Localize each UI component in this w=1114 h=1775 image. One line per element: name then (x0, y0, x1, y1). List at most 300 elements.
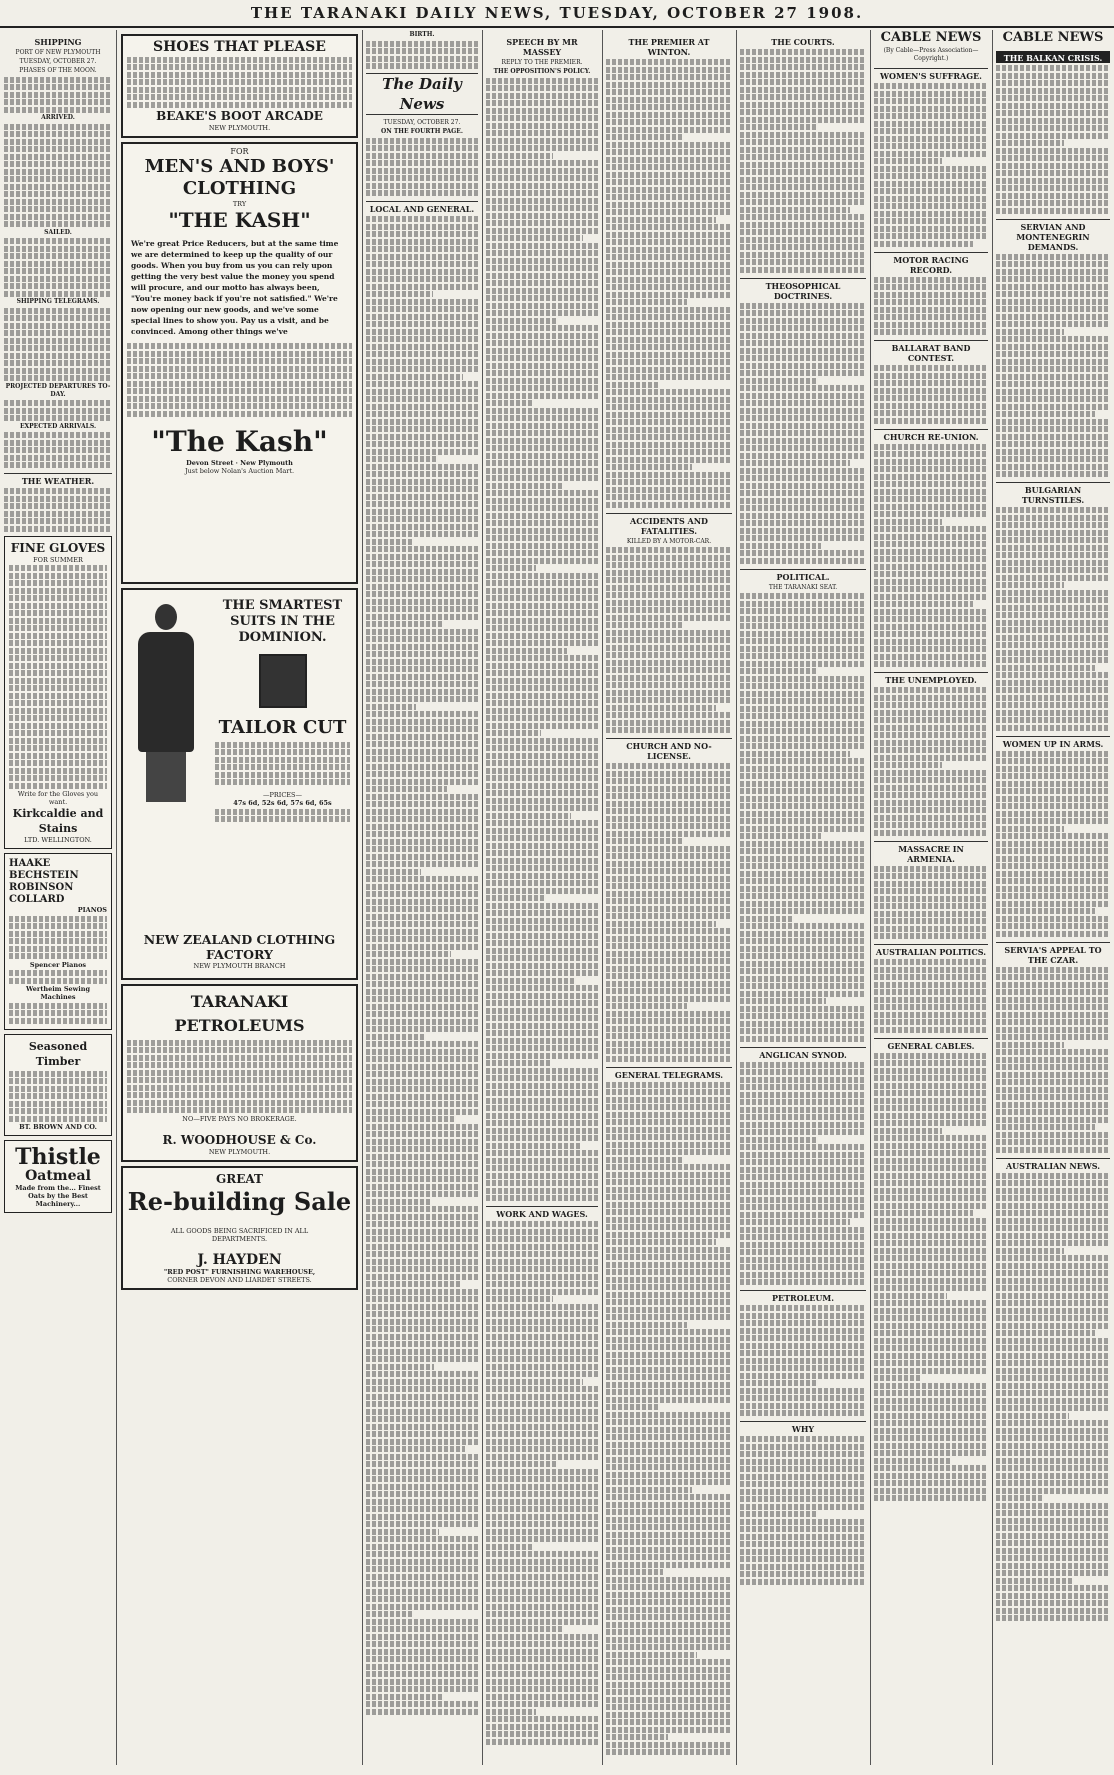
text-line (874, 579, 988, 585)
text-line (996, 612, 1110, 618)
article-text (606, 59, 732, 508)
text-line (874, 158, 942, 164)
text-line (606, 1048, 732, 1054)
text-line (996, 351, 1110, 357)
text-line (366, 1499, 478, 1505)
text-line (740, 1264, 866, 1270)
text-line (366, 299, 478, 305)
article-text (606, 763, 732, 1062)
text-line (486, 153, 553, 159)
text-line (606, 172, 732, 178)
text-line (486, 993, 598, 999)
text-line (366, 861, 478, 867)
text-line (486, 655, 598, 661)
text-line (996, 1087, 1110, 1093)
text-line (874, 792, 988, 798)
text-line (740, 72, 866, 78)
text-line (486, 633, 598, 639)
text-line (996, 1218, 1110, 1224)
text-line (366, 636, 478, 642)
text-line (486, 288, 598, 294)
piano-brand: COLLARD (9, 894, 65, 905)
text-line (996, 1308, 1110, 1314)
gloves-subtitle: FOR SUMMER (33, 555, 83, 564)
text-line (740, 303, 866, 309)
text-line (874, 395, 988, 401)
text-line (874, 1315, 988, 1321)
text-line (740, 1219, 850, 1225)
text-line (740, 773, 866, 779)
text-line (486, 828, 598, 834)
text-line (874, 466, 988, 472)
text-line (606, 247, 732, 253)
text-line (366, 1094, 478, 1100)
text-line (486, 183, 598, 189)
text-line (740, 139, 866, 145)
text-line (366, 1296, 478, 1302)
text-line (606, 763, 732, 769)
text-line (996, 582, 1064, 588)
text-line (874, 380, 988, 386)
text-line (486, 873, 598, 879)
text-line (486, 1135, 598, 1141)
text-line (486, 460, 598, 466)
womens-suffrage-heading: WOMEN'S SUFFRAGE. (874, 68, 988, 81)
text-line (606, 1314, 732, 1320)
text-line (366, 1566, 478, 1572)
text-line (366, 1236, 478, 1242)
text-line (996, 1203, 1110, 1209)
text-line (366, 1289, 478, 1295)
text-line (740, 646, 866, 652)
text-line (740, 1122, 866, 1128)
text-line (366, 509, 478, 515)
text-line (874, 1188, 988, 1194)
rebuilding-title: Re-building Sale (127, 1186, 352, 1216)
text-line (740, 803, 866, 809)
text-line (996, 1345, 1110, 1351)
text-line (486, 1596, 598, 1602)
text-line (740, 318, 866, 324)
text-line (874, 1090, 988, 1096)
text-line (996, 702, 1110, 708)
text-line (874, 1004, 988, 1010)
text-line (874, 624, 988, 630)
text-line (366, 1424, 478, 1430)
text-line (606, 846, 732, 852)
text-line (740, 207, 850, 213)
text-line (874, 496, 988, 502)
text-line (366, 216, 478, 222)
text-line (874, 982, 988, 988)
fourth-page-heading: ON THE FOURTH PAGE. (381, 128, 463, 135)
text-line (606, 1033, 732, 1039)
text-line (486, 430, 598, 436)
text-line (874, 128, 988, 134)
text-line (874, 1098, 988, 1104)
text-line (486, 415, 598, 421)
text-line (366, 1686, 478, 1692)
text-line (486, 738, 598, 744)
text-line (366, 1589, 478, 1595)
text-line (486, 1060, 550, 1066)
text-line (366, 366, 478, 372)
paper-title: The Daily News (366, 73, 478, 115)
text-line (606, 906, 732, 912)
text-line (874, 777, 988, 783)
text-line (606, 645, 732, 651)
text-line (606, 592, 732, 598)
text-line (606, 89, 732, 95)
text-line (996, 1012, 1110, 1018)
text-line (606, 1389, 732, 1395)
text-line (874, 609, 988, 615)
text-line (366, 1026, 478, 1032)
woodhouse-town: NEW PLYMOUTH. (208, 1147, 271, 1156)
text-line (606, 1719, 732, 1725)
article-text (740, 303, 866, 564)
text-line (874, 762, 942, 768)
great-label: GREAT (216, 1171, 263, 1186)
text-line (740, 430, 866, 436)
text-line (874, 997, 988, 1003)
text-line (486, 85, 598, 91)
text-line (606, 1457, 732, 1463)
text-line (996, 1413, 1069, 1419)
text-line (996, 560, 1110, 566)
text-line (996, 200, 1110, 206)
text-line (366, 696, 478, 702)
text-line (606, 239, 732, 245)
shoes-title: SHOES THAT PLEASE (153, 39, 326, 55)
text-line (486, 783, 598, 789)
text-line (366, 224, 478, 230)
text-line (606, 1652, 697, 1658)
text-line (996, 537, 1110, 543)
text-line (740, 1167, 866, 1173)
text-line (740, 558, 866, 564)
text-line (606, 1539, 732, 1545)
text-line (606, 876, 732, 882)
text-line (606, 861, 732, 867)
text-line (740, 1365, 866, 1371)
text-line (740, 79, 866, 85)
text-line (366, 1334, 478, 1340)
text-line (486, 760, 598, 766)
text-line (366, 329, 478, 335)
timber-advert (4, 1034, 112, 1136)
text-line (486, 1469, 598, 1475)
text-line (486, 1416, 598, 1422)
text-line (486, 1105, 598, 1111)
text-line (740, 848, 866, 854)
text-line (486, 1371, 598, 1377)
text-line (996, 80, 1110, 86)
text-line (740, 237, 866, 243)
text-line (606, 928, 732, 934)
text-line (366, 681, 478, 687)
text-line (740, 192, 866, 198)
text-line (366, 1101, 478, 1107)
text-line (486, 280, 598, 286)
text-line (606, 1292, 732, 1298)
text-line (996, 871, 1110, 877)
text-line (366, 1169, 478, 1175)
text-line (996, 773, 1110, 779)
text-line (606, 705, 716, 711)
text-line (874, 1473, 988, 1479)
text-line (366, 1409, 478, 1415)
cable-byline: (By Cable—Press Association—Copyright.) (883, 47, 979, 62)
text-line (740, 1084, 866, 1090)
text-line (366, 441, 478, 447)
clothing-factory-advert (121, 588, 358, 980)
text-line (874, 959, 988, 965)
text-line (874, 1113, 988, 1119)
text-line (874, 1330, 988, 1336)
text-line (606, 1127, 732, 1133)
kash-address: Devon Street · New Plymouth (186, 458, 293, 467)
text-line (606, 1502, 732, 1508)
text-line (366, 1214, 478, 1220)
text-line (996, 110, 1110, 116)
text-line (874, 1068, 988, 1074)
text-line (606, 1494, 732, 1500)
text-line (740, 1549, 866, 1555)
text-line (740, 1006, 866, 1012)
text-line (606, 457, 732, 463)
text-line (606, 675, 732, 681)
text-line (740, 1305, 866, 1311)
text-line (606, 913, 732, 919)
text-line (874, 747, 988, 753)
text-line (874, 314, 988, 320)
text-line (606, 1247, 732, 1253)
birth-heading: BIRTH. (409, 31, 435, 38)
text-line (740, 601, 866, 607)
text-line (486, 1634, 598, 1640)
text-line (486, 333, 598, 339)
text-line (606, 1712, 732, 1718)
text-line (740, 348, 866, 354)
text-line (486, 1401, 598, 1407)
column-rule (482, 30, 483, 1765)
text-line (740, 1242, 866, 1248)
text-line (486, 393, 598, 399)
text-line (606, 307, 732, 313)
text-line (486, 558, 598, 564)
text-line (740, 378, 816, 384)
text-line (486, 820, 598, 826)
text-line (740, 1212, 866, 1218)
text-line (606, 1284, 732, 1290)
text-line (874, 661, 988, 667)
text-line (996, 530, 1110, 536)
text-line (606, 149, 732, 155)
text-line (874, 1158, 988, 1164)
text-line (486, 888, 598, 894)
text-line (996, 1585, 1110, 1591)
text-line (606, 1607, 732, 1613)
text-line (740, 64, 866, 70)
text-line (740, 363, 866, 369)
text-line (366, 434, 478, 440)
text-line (740, 460, 850, 466)
work-wages-heading: WORK AND WAGES. (486, 1206, 598, 1219)
text-line (740, 788, 866, 794)
text-line (486, 498, 598, 504)
text-line (996, 1405, 1110, 1411)
text-line (486, 1113, 598, 1119)
text-line (740, 423, 866, 429)
text-line (366, 734, 478, 740)
text-line (874, 1012, 988, 1018)
text-line (740, 57, 866, 63)
text-line (606, 1629, 732, 1635)
text-line (366, 914, 478, 920)
general-telegrams-heading: GENERAL TELEGRAMS. (606, 1067, 732, 1080)
text-line (606, 1262, 732, 1268)
text-line (606, 314, 732, 320)
text-line (606, 97, 732, 103)
text-line (996, 766, 1110, 772)
article-text (874, 959, 988, 1033)
text-line (366, 966, 478, 972)
text-line (740, 1504, 866, 1510)
text-line (486, 970, 598, 976)
text-line (874, 654, 988, 660)
text-line (874, 203, 988, 209)
text-line (366, 1341, 478, 1347)
text-line (366, 486, 478, 492)
cable-title: CABLE NEWS (880, 30, 982, 45)
text-line (740, 475, 866, 481)
text-line (606, 269, 732, 275)
text-line (874, 1390, 988, 1396)
text-line (486, 1491, 598, 1497)
text-line (366, 1581, 478, 1587)
text-line (606, 434, 732, 440)
text-line (366, 1199, 430, 1205)
text-line (996, 642, 1110, 648)
text-line (606, 831, 732, 837)
column-adverts (121, 30, 358, 1765)
text-line (740, 818, 866, 824)
text-line (996, 552, 1110, 558)
text-line (740, 1257, 866, 1263)
text-line (874, 1165, 988, 1171)
text-line (874, 1450, 988, 1456)
text-line (996, 788, 1110, 794)
text-line (486, 1731, 598, 1737)
text-line (996, 507, 1110, 513)
text-line (366, 876, 478, 882)
text-line (996, 1263, 1110, 1269)
text-line (606, 359, 732, 365)
text-line (606, 607, 732, 613)
text-line (606, 442, 732, 448)
text-line (874, 1308, 988, 1314)
gloves-title: FINE GLOVES (10, 540, 106, 555)
text-line (486, 1311, 598, 1317)
piano-brand: HAAKE (9, 858, 51, 869)
text-line (996, 1004, 1110, 1010)
text-line (996, 441, 1110, 447)
servian-heading: SERVIAN AND MONTENEGRIN DEMANDS. (996, 219, 1110, 252)
text-line (366, 1491, 478, 1497)
text-line (740, 1343, 866, 1349)
text-line (996, 989, 1110, 995)
text-line (366, 449, 478, 455)
text-line (486, 595, 598, 601)
text-line (366, 561, 478, 567)
kash-body: We're great Price Reducers, but at the same time we are determined to keep up the quality of our goods. When you buy from us you can rely upon getting the very best value the money you spend will procure, and our motto has always been, "You're money back if you're not satisfied." We're now opening our new goods, and we've some special lines to show you. Pay us a visit, and be convinced. Among other things we've (131, 239, 339, 336)
text-line (366, 269, 478, 275)
text-line (996, 314, 1110, 320)
text-line (874, 549, 988, 555)
column-courts (740, 30, 866, 1765)
text-line (606, 1134, 732, 1140)
text-line (606, 127, 732, 133)
text-line (874, 519, 942, 525)
text-line (996, 818, 1110, 824)
text-line (366, 1131, 478, 1137)
text-line (606, 1704, 732, 1710)
text-line (366, 284, 478, 290)
text-line (606, 1374, 732, 1380)
text-line (486, 1529, 598, 1535)
text-line (606, 1419, 732, 1425)
text-line (366, 344, 478, 350)
text-line (366, 1079, 478, 1085)
subheading: PORT OF NEW PLYMOUTH (15, 49, 101, 56)
shoes-advert (121, 34, 358, 138)
text-line (874, 1353, 988, 1359)
article-text (740, 1436, 866, 1585)
text-line (486, 618, 598, 624)
column-rule (362, 30, 363, 1765)
text-line (366, 674, 478, 680)
text-line (740, 1320, 866, 1326)
text-line (740, 623, 866, 629)
text-line (996, 1458, 1110, 1464)
text-line (606, 786, 732, 792)
text-line (366, 906, 478, 912)
text-line (366, 1401, 478, 1407)
text-line (874, 881, 988, 887)
text-line (996, 396, 1110, 402)
text-line (366, 314, 478, 320)
article-text (996, 507, 1110, 731)
text-line (606, 1179, 732, 1185)
text-line (740, 713, 866, 719)
text-line (740, 1069, 866, 1075)
text-line (874, 1495, 988, 1501)
text-line (740, 132, 866, 138)
text-line (874, 1278, 988, 1284)
text-line (740, 117, 866, 123)
gloves-note: Write for the Gloves you want. (17, 790, 99, 806)
text-line (606, 112, 732, 118)
text-line (486, 340, 598, 346)
text-line (606, 1592, 732, 1598)
text-line (606, 157, 732, 163)
text-line (606, 1224, 732, 1230)
column-rule (736, 30, 737, 1765)
text-line (606, 891, 732, 897)
subheading: PHASES OF THE MOON. (19, 67, 97, 74)
text-line (740, 310, 866, 316)
